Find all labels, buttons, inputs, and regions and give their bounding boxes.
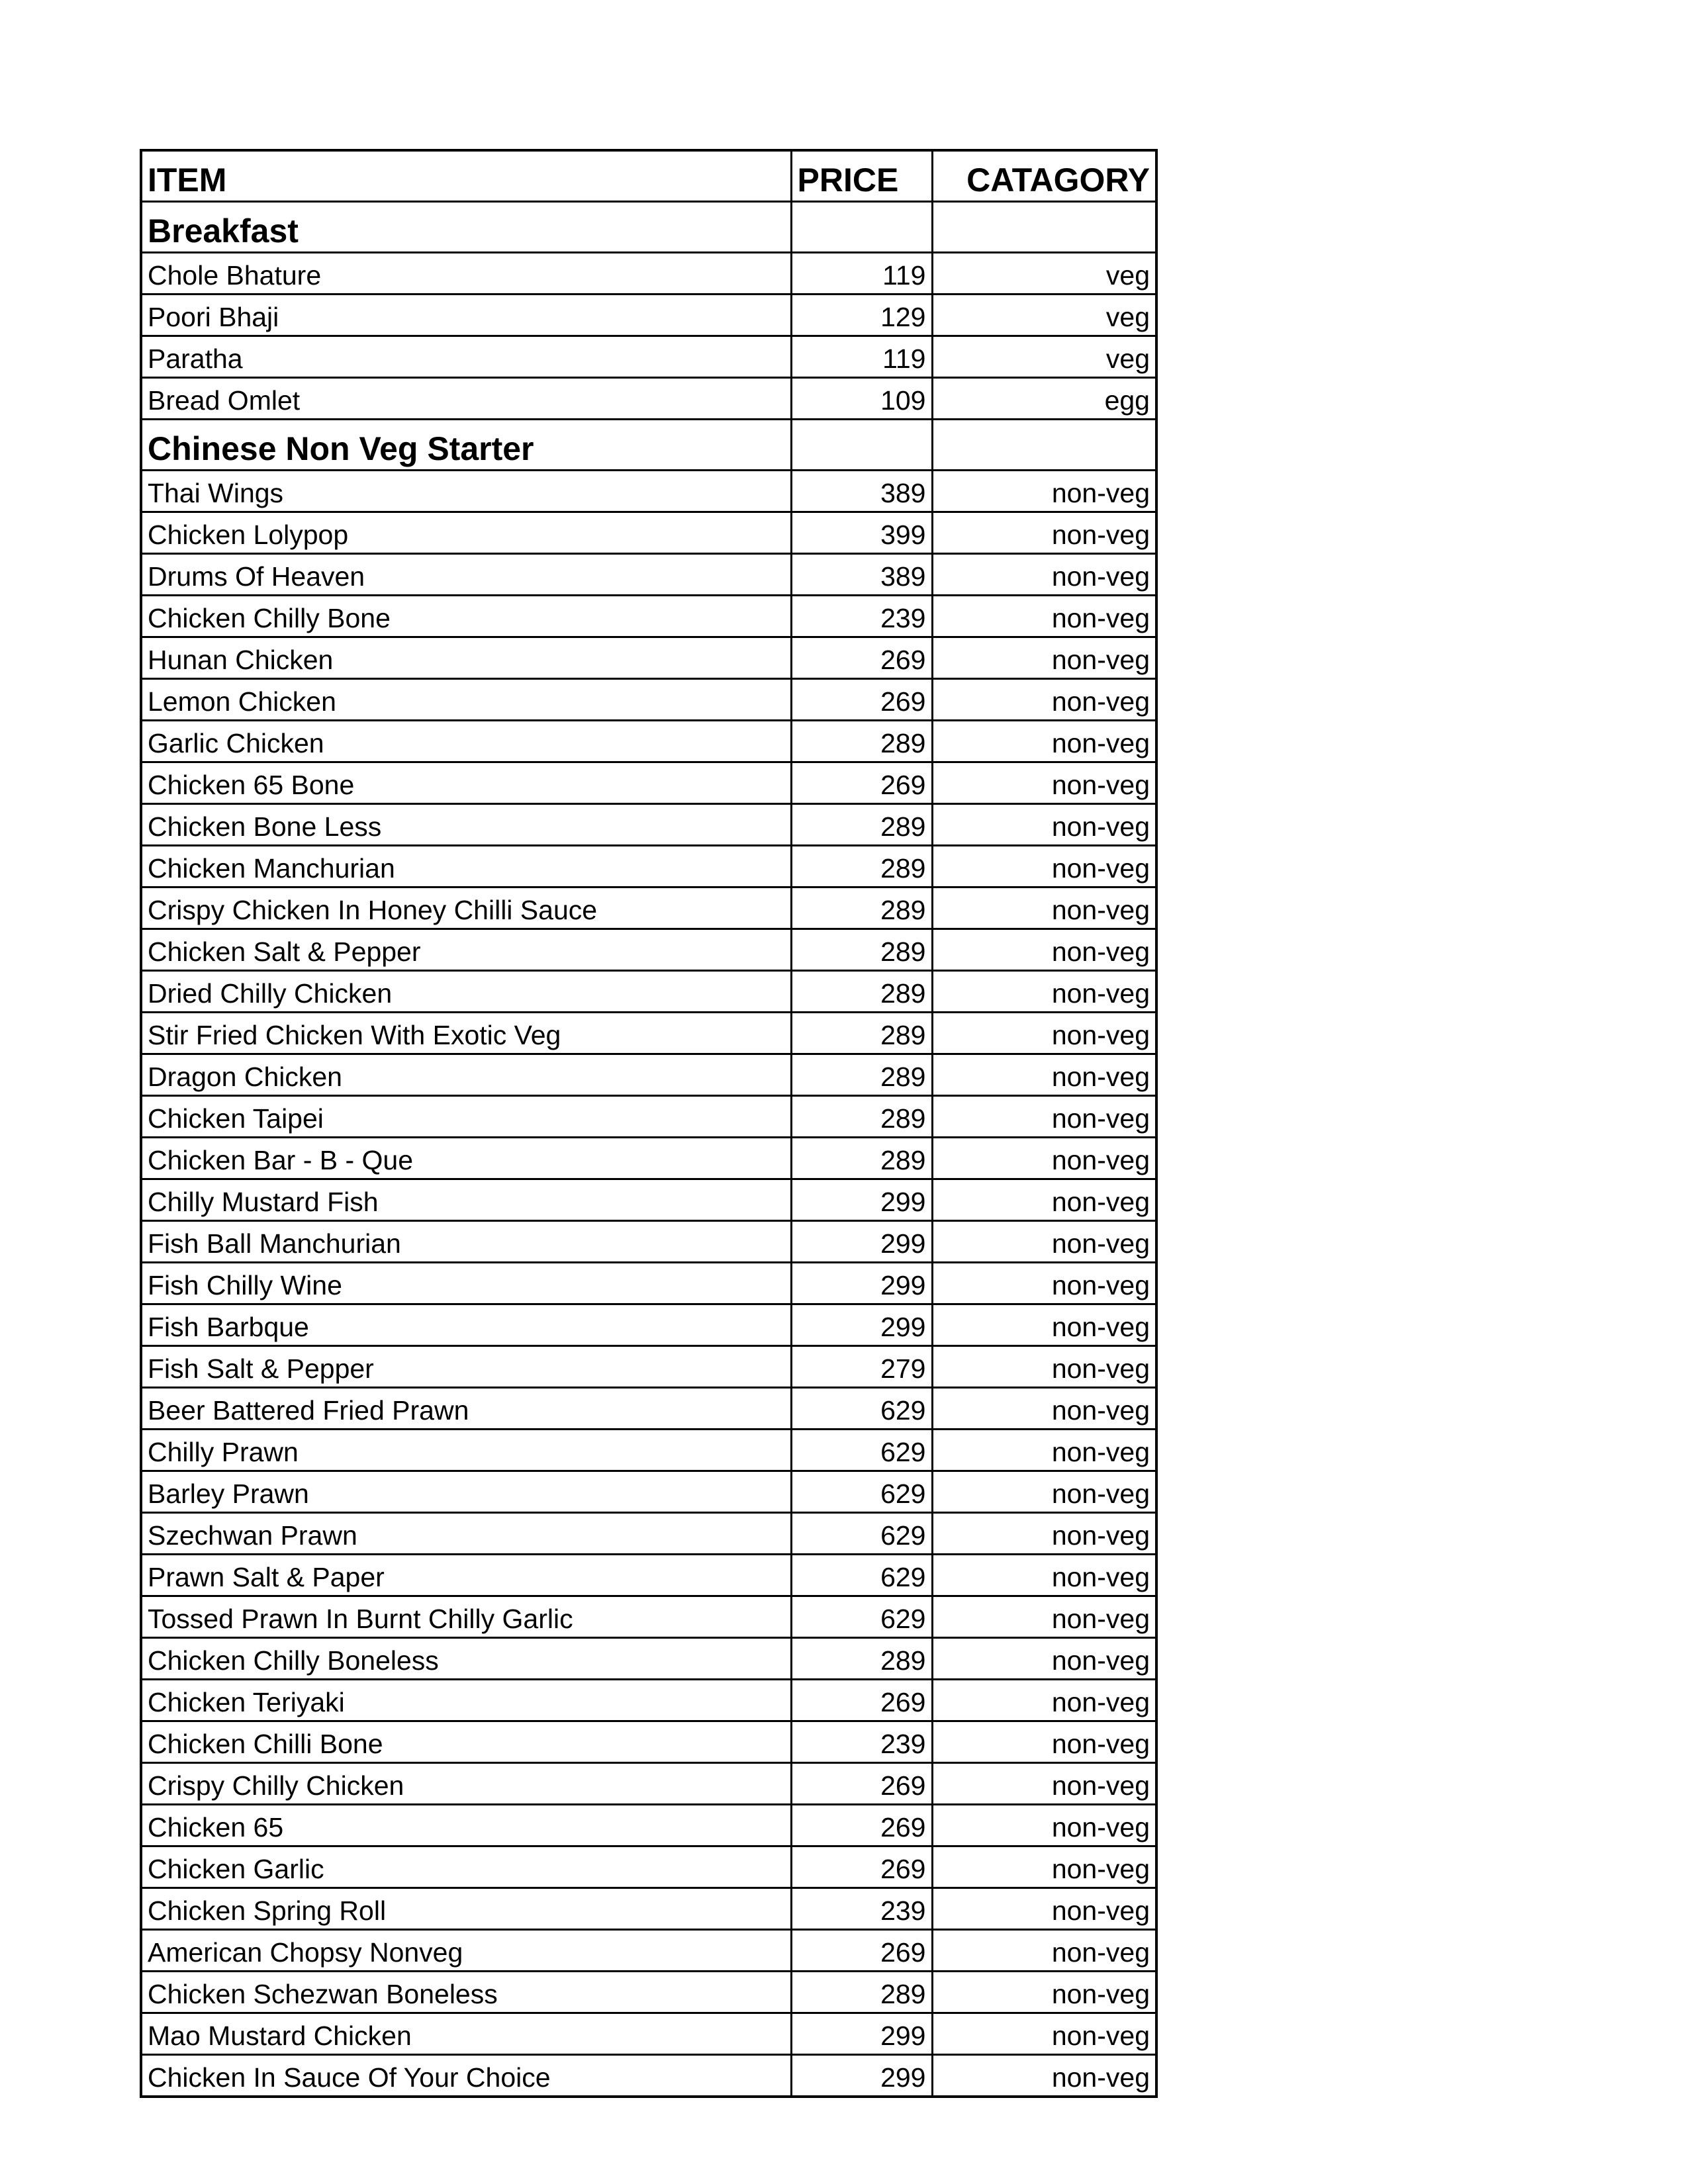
- item-name: Chicken Chilly Bone: [141, 596, 791, 637]
- item-price: 289: [791, 1972, 932, 2013]
- item-price: 289: [791, 971, 932, 1013]
- item-category: non-veg: [932, 471, 1156, 512]
- item-name: Garlic Chicken: [141, 721, 791, 762]
- item-price: 289: [791, 929, 932, 971]
- item-category: non-veg: [932, 1596, 1156, 1638]
- table-row: [141, 1805, 1156, 1846]
- item-name: Fish Ball Manchurian: [141, 1221, 791, 1263]
- item-category: non-veg: [932, 512, 1156, 554]
- item-price: 299: [791, 1304, 932, 1346]
- item-name: Chicken Lolypop: [141, 512, 791, 554]
- table-row: [141, 1680, 1156, 1721]
- section-price-empty: [791, 420, 932, 471]
- item-name: Chicken Bone Less: [141, 804, 791, 846]
- table-row: [141, 1930, 1156, 1972]
- column-header-item: ITEM: [141, 150, 791, 202]
- item-price: 389: [791, 471, 932, 512]
- section-row: [141, 202, 1156, 253]
- item-name: American Chopsy Nonveg: [141, 1930, 791, 1972]
- item-price: 299: [791, 1263, 932, 1304]
- table-row: [141, 1888, 1156, 1930]
- item-price: 129: [791, 295, 932, 336]
- item-name: Barley Prawn: [141, 1471, 791, 1513]
- item-name: Chole Bhature: [141, 253, 791, 295]
- menu-table: [140, 149, 1158, 2098]
- item-name: Chicken Salt & Pepper: [141, 929, 791, 971]
- item-category: non-veg: [932, 1805, 1156, 1846]
- table-row: [141, 1596, 1156, 1638]
- item-category: veg: [932, 253, 1156, 295]
- item-name: Crispy Chicken In Honey Chilli Sauce: [141, 887, 791, 929]
- item-name: Chicken Teriyaki: [141, 1680, 791, 1721]
- column-header-category: CATAGORY: [932, 150, 1156, 202]
- section-row: [141, 420, 1156, 471]
- item-category: non-veg: [932, 554, 1156, 596]
- table-row: [141, 596, 1156, 637]
- table-row: [141, 336, 1156, 378]
- item-price: 269: [791, 1763, 932, 1805]
- item-category: non-veg: [932, 1930, 1156, 1972]
- item-name: Hunan Chicken: [141, 637, 791, 679]
- item-name: Chilly Mustard Fish: [141, 1179, 791, 1221]
- table-row: [141, 637, 1156, 679]
- table-row: [141, 1346, 1156, 1388]
- item-price: 289: [791, 721, 932, 762]
- section-title: Chinese Non Veg Starter: [141, 420, 791, 471]
- table-row: [141, 1179, 1156, 1221]
- item-category: non-veg: [932, 596, 1156, 637]
- item-price: 629: [791, 1513, 932, 1555]
- item-name: Chicken Chilli Bone: [141, 1721, 791, 1763]
- item-category: non-veg: [932, 1138, 1156, 1179]
- table-row: [141, 1972, 1156, 2013]
- item-category: non-veg: [932, 929, 1156, 971]
- table-row: [141, 1721, 1156, 1763]
- item-price: 299: [791, 2013, 932, 2055]
- item-category: veg: [932, 295, 1156, 336]
- item-name: Fish Barbque: [141, 1304, 791, 1346]
- item-price: 119: [791, 253, 932, 295]
- table-row: [141, 1513, 1156, 1555]
- table-row: [141, 2055, 1156, 2097]
- item-name: Poori Bhaji: [141, 295, 791, 336]
- table-row: [141, 554, 1156, 596]
- item-category: non-veg: [932, 887, 1156, 929]
- item-price: 239: [791, 1721, 932, 1763]
- item-category: non-veg: [932, 1555, 1156, 1596]
- table-row: [141, 971, 1156, 1013]
- item-category: non-veg: [932, 1513, 1156, 1555]
- item-name: Drums Of Heaven: [141, 554, 791, 596]
- item-name: Tossed Prawn In Burnt Chilly Garlic: [141, 1596, 791, 1638]
- item-price: 289: [791, 1054, 932, 1096]
- item-name: Crispy Chilly Chicken: [141, 1763, 791, 1805]
- item-category: non-veg: [932, 1388, 1156, 1430]
- item-category: non-veg: [932, 1846, 1156, 1888]
- item-category: non-veg: [932, 1221, 1156, 1263]
- item-price: 269: [791, 1930, 932, 1972]
- item-price: 109: [791, 378, 932, 420]
- item-name: Chicken Manchurian: [141, 846, 791, 887]
- item-category: non-veg: [932, 2055, 1156, 2097]
- item-category: non-veg: [932, 1471, 1156, 1513]
- item-price: 289: [791, 846, 932, 887]
- item-category: veg: [932, 336, 1156, 378]
- item-name: Dried Chilly Chicken: [141, 971, 791, 1013]
- table-row: [141, 1388, 1156, 1430]
- item-name: Chicken Schezwan Boneless: [141, 1972, 791, 2013]
- item-price: 629: [791, 1555, 932, 1596]
- table-row: [141, 679, 1156, 721]
- table-row: [141, 253, 1156, 295]
- table-row: [141, 1138, 1156, 1179]
- item-category: non-veg: [932, 846, 1156, 887]
- item-category: non-veg: [932, 679, 1156, 721]
- section-title: Breakfast: [141, 202, 791, 253]
- item-name: Chicken Garlic: [141, 1846, 791, 1888]
- item-category: non-veg: [932, 1638, 1156, 1680]
- section-category-empty: [932, 420, 1156, 471]
- item-name: Paratha: [141, 336, 791, 378]
- item-category: non-veg: [932, 1972, 1156, 2013]
- table-row: [141, 1096, 1156, 1138]
- item-price: 119: [791, 336, 932, 378]
- item-price: 299: [791, 2055, 932, 2097]
- item-name: Bread Omlet: [141, 378, 791, 420]
- item-category: non-veg: [932, 804, 1156, 846]
- item-price: 269: [791, 1680, 932, 1721]
- item-price: 269: [791, 637, 932, 679]
- item-category: non-veg: [932, 1013, 1156, 1054]
- table-row: [141, 762, 1156, 804]
- table-row: [141, 1221, 1156, 1263]
- item-category: non-veg: [932, 971, 1156, 1013]
- item-price: 269: [791, 1805, 932, 1846]
- item-category: non-veg: [932, 1179, 1156, 1221]
- item-name: Chilly Prawn: [141, 1430, 791, 1471]
- item-price: 629: [791, 1388, 932, 1430]
- table-row: [141, 1013, 1156, 1054]
- item-price: 399: [791, 512, 932, 554]
- table-row: [141, 378, 1156, 420]
- item-category: non-veg: [932, 1888, 1156, 1930]
- header-row: [141, 150, 1156, 202]
- item-name: Dragon Chicken: [141, 1054, 791, 1096]
- table-row: [141, 2013, 1156, 2055]
- menu-body: [141, 202, 1156, 2097]
- item-name: Thai Wings: [141, 471, 791, 512]
- item-name: Chicken Spring Roll: [141, 1888, 791, 1930]
- item-name: Lemon Chicken: [141, 679, 791, 721]
- item-price: 269: [791, 762, 932, 804]
- item-category: non-veg: [932, 762, 1156, 804]
- table-row: [141, 1555, 1156, 1596]
- item-price: 389: [791, 554, 932, 596]
- item-name: Stir Fried Chicken With Exotic Veg: [141, 1013, 791, 1054]
- item-name: Chicken In Sauce Of Your Choice: [141, 2055, 791, 2097]
- table-row: [141, 295, 1156, 336]
- table-row: [141, 1763, 1156, 1805]
- item-category: non-veg: [932, 1096, 1156, 1138]
- item-category: non-veg: [932, 1054, 1156, 1096]
- item-price: 269: [791, 1846, 932, 1888]
- item-price: 629: [791, 1596, 932, 1638]
- item-name: Mao Mustard Chicken: [141, 2013, 791, 2055]
- item-category: non-veg: [932, 1346, 1156, 1388]
- item-category: non-veg: [932, 2013, 1156, 2055]
- item-name: Fish Salt & Pepper: [141, 1346, 791, 1388]
- item-category: non-veg: [932, 1304, 1156, 1346]
- item-name: Chicken 65 Bone: [141, 762, 791, 804]
- item-price: 289: [791, 887, 932, 929]
- item-price: 299: [791, 1221, 932, 1263]
- item-category: non-veg: [932, 1763, 1156, 1805]
- table-row: [141, 1054, 1156, 1096]
- item-price: 629: [791, 1471, 932, 1513]
- item-name: Fish Chilly Wine: [141, 1263, 791, 1304]
- item-category: non-veg: [932, 721, 1156, 762]
- item-name: Beer Battered Fried Prawn: [141, 1388, 791, 1430]
- item-price: 629: [791, 1430, 932, 1471]
- item-name: Chicken Chilly Boneless: [141, 1638, 791, 1680]
- column-header-price: PRICE: [791, 150, 932, 202]
- item-price: 289: [791, 804, 932, 846]
- item-category: non-veg: [932, 1680, 1156, 1721]
- item-price: 239: [791, 596, 932, 637]
- item-price: 269: [791, 679, 932, 721]
- table-row: [141, 512, 1156, 554]
- table-row: [141, 929, 1156, 971]
- item-name: Chicken 65: [141, 1805, 791, 1846]
- table-row: [141, 804, 1156, 846]
- table-row: [141, 1638, 1156, 1680]
- item-category: non-veg: [932, 1263, 1156, 1304]
- item-name: Szechwan Prawn: [141, 1513, 791, 1555]
- item-price: 239: [791, 1888, 932, 1930]
- item-name: Prawn Salt & Paper: [141, 1555, 791, 1596]
- item-category: non-veg: [932, 637, 1156, 679]
- item-price: 289: [791, 1138, 932, 1179]
- item-price: 299: [791, 1179, 932, 1221]
- table-row: [141, 1304, 1156, 1346]
- table-row: [141, 846, 1156, 887]
- table-row: [141, 1471, 1156, 1513]
- item-price: 289: [791, 1013, 932, 1054]
- table-row: [141, 721, 1156, 762]
- item-price: 279: [791, 1346, 932, 1388]
- item-category: egg: [932, 378, 1156, 420]
- table-row: [141, 1263, 1156, 1304]
- table-row: [141, 887, 1156, 929]
- section-price-empty: [791, 202, 932, 253]
- item-category: non-veg: [932, 1721, 1156, 1763]
- item-price: 289: [791, 1096, 932, 1138]
- table-row: [141, 1430, 1156, 1471]
- item-name: Chicken Taipei: [141, 1096, 791, 1138]
- section-category-empty: [932, 202, 1156, 253]
- item-name: Chicken Bar - B - Que: [141, 1138, 791, 1179]
- table-row: [141, 1846, 1156, 1888]
- item-price: 289: [791, 1638, 932, 1680]
- item-category: non-veg: [932, 1430, 1156, 1471]
- table-row: [141, 471, 1156, 512]
